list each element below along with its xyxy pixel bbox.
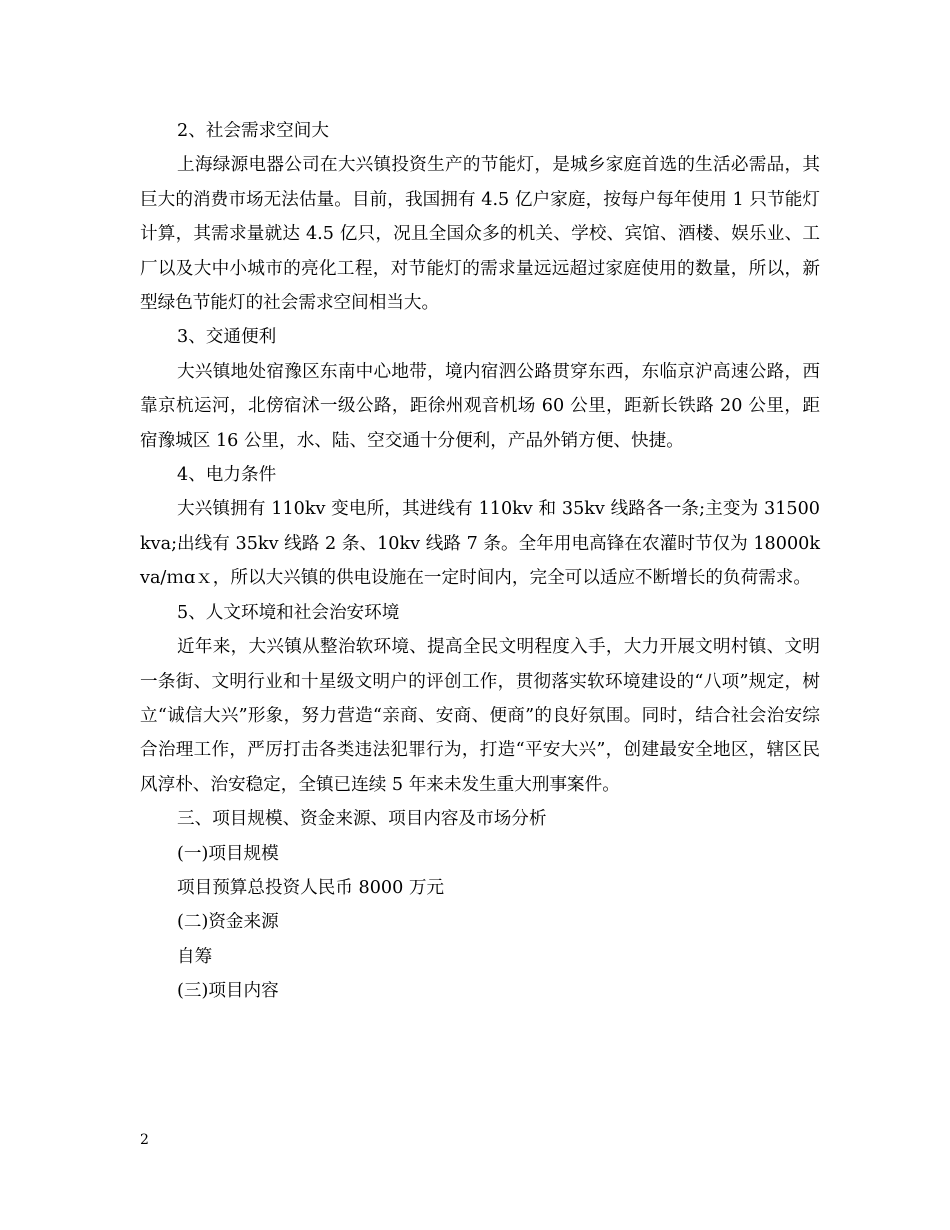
subheading-funding-source: (二)资金来源 [177, 912, 279, 933]
section-heading-social-demand: 2、社会需求空间大 [177, 121, 329, 141]
section-heading-power-conditions: 4、电力条件 [177, 465, 277, 486]
line-self-funded: 自筹 [177, 946, 213, 967]
subheading-project-scale: (一)项目规模 [177, 843, 279, 864]
section-heading-project-scale-funding: 三、项目规模、资金来源、项目内容及市场分析 [177, 809, 547, 830]
line-project-budget: 项目预算总投资人民币 8000 万元 [177, 877, 445, 898]
paragraph-social-demand: 上海绿源电器公司在大兴镇投资生产的节能灯，是城乡家庭首选的生活必需品，其巨大的消费市场无法估量。目前，我国拥有 4.5 亿户家庭，按每户每年使用 1 只节能灯计算，其需求量就达 4.5 亿只，况且全国众多的机关、学校、宾馆、酒楼、娱乐业、工厂以及大中小城市的亮化工程，对节能灯的需求量远远超过家庭使用的数量，所以，新型绿色节能灯的社会需求空间相当大。 [140, 155, 820, 314]
page-number: 2 [140, 1132, 149, 1148]
paragraph-power-conditions: 大兴镇拥有 110kv 变电所，其进线有 110kv 和 35kv 线路各一条;主变为 31500kva;出线有 35kv 线路 2 条、10kv 线路 7 条。全年用电高锋在农灌时节仅为 18000kva/ｍɑｘ，所以大兴镇的供电设施在一定时间内，完全可以适应不断增长的负荷需求。 [140, 499, 820, 589]
paragraph-transportation: 大兴镇地处宿豫区东南中心地带，境内宿泗公路贯穿东西，东临京沪高速公路，西靠京杭运河，北傍宿沭一级公路，距徐州观音机场 60 公里，距新长铁路 20 公里，距宿豫城区 16 公里，水、陆、空交通十分便利，产品外销方便、快捷。 [140, 361, 820, 451]
subheading-project-content: (三)项目内容 [177, 981, 279, 1002]
document-body [140, 114, 820, 1009]
section-heading-environment: 5、人文环境和社会治安环境 [177, 602, 400, 623]
section-heading-transportation: 3、交通便利 [177, 327, 277, 348]
paragraph-environment: 近年来，大兴镇从整治软环境、提高全民文明程度入手，大力开展文明村镇、文明一条街、文明行业和十星级文明户的评创工作，贯彻落实软环境建设的“八项”规定，树立“诚信大兴”形象，努力营造“亲商、安商、便商”的良好氛围。同时，结合社会治安综合治理工作，严厉打击各类违法犯罪行为，打造“平安大兴”，创建最安全地区，辖区民风淳朴、治安稳定，全镇已连续 5 年来未发生重大刑事案件。 [140, 637, 820, 795]
